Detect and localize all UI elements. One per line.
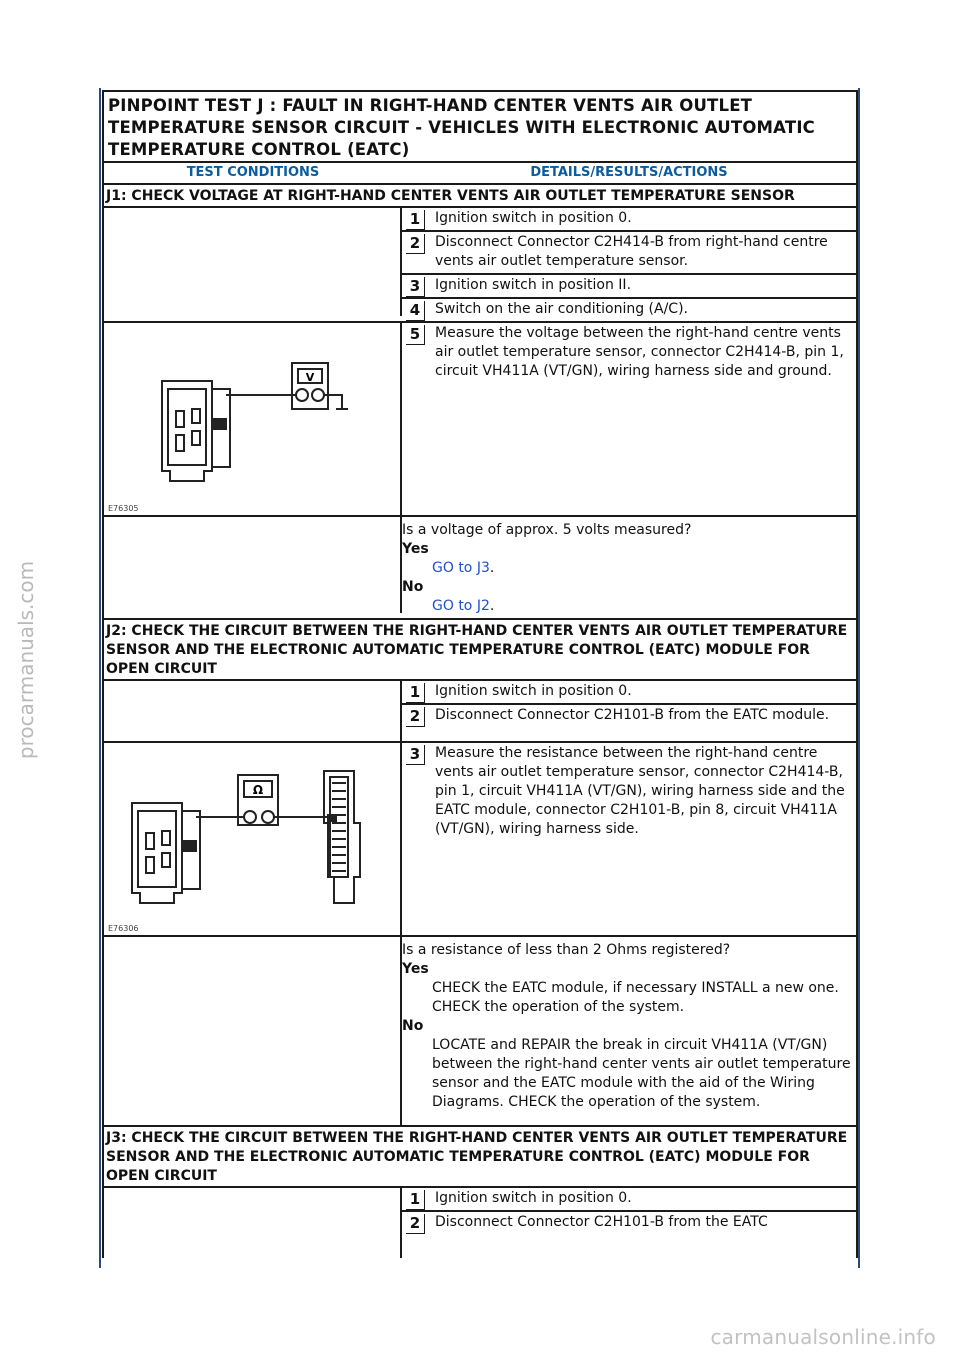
watermark-left: procarmanuals.com <box>14 560 38 760</box>
step <box>402 1188 856 1212</box>
header-details: DETAILS/RESULTS/ACTIONS <box>530 165 728 180</box>
go-to-j3-link[interactable]: GO to J3 <box>432 560 490 576</box>
step <box>402 299 856 321</box>
step-text: Ignition switch in position 0. <box>435 683 632 699</box>
j2-figure-cell <box>104 743 402 935</box>
section-heading-j1: J1: CHECK VOLTAGE AT RIGHT-HAND CENTER VENTS AIR OUTLET TEMPERATURE SENSOR <box>106 188 795 204</box>
step-text: Switch on the air conditioning (A/C). <box>435 301 688 317</box>
step <box>402 1212 856 1234</box>
j3-heading-row <box>104 1125 856 1186</box>
section-heading-j2: J2: CHECK THE CIRCUIT BETWEEN THE RIGHT-HAND CENTER VENTS AIR OUTLET TEMPERATURE SENSOR AND THE ELECTRONIC AUTOMATIC TEMPERATURE CONTROL (EATC) MODULE FOR OPEN CIRCUIT <box>106 623 848 677</box>
step-number: 5 <box>406 325 425 345</box>
step-text: Disconnect Connector C2H101-B from the EATC module. <box>435 707 830 723</box>
step-text: Ignition switch in position II. <box>435 277 632 293</box>
j2-empty-result-cell <box>104 937 402 1125</box>
j2-result-row <box>104 935 856 1125</box>
section-heading-j3: J3: CHECK THE CIRCUIT BETWEEN THE RIGHT-HAND CENTER VENTS AIR OUTLET TEMPERATURE SENSOR AND THE ELECTRONIC AUTOMATIC TEMPERATURE CONTROL (EATC) MODULE FOR OPEN CIRCUIT <box>106 1130 848 1184</box>
j1-empty-result-cell <box>104 517 402 613</box>
figure-label: E76305 <box>108 504 139 513</box>
header-test-conditions: TEST CONDITIONS <box>186 165 320 180</box>
question: Is a voltage of approx. 5 volts measured? <box>402 522 692 538</box>
page-title: PINPOINT TEST J : FAULT IN RIGHT-HAND CENTER VENTS AIR OUTLET TEMPERATURE SENSOR CIRCUIT - VEHICLES WITH ELECTRONIC AUTOMATIC TEMPERATURE CONTROL (EATC) <box>108 96 815 159</box>
j1-result-row: Is a voltage of approx. 5 volts measured? Yes GO to J3. No GO to J2. <box>104 515 856 618</box>
step-number: 2 <box>406 234 425 254</box>
meter-symbol: Ω <box>252 783 264 797</box>
j2-steps-row <box>104 679 856 741</box>
j2-heading-row <box>104 618 856 679</box>
j1-measure-row <box>104 321 856 515</box>
no-label: No <box>402 579 424 595</box>
j3-steps-row <box>104 1186 856 1258</box>
j1-steps-row <box>104 206 856 321</box>
step-number: 1 <box>406 210 425 230</box>
step-text: Disconnect Connector C2H414-B from right-hand centre vents air outlet temperature sensor. <box>435 234 828 269</box>
step-number: 1 <box>406 1190 425 1210</box>
step <box>402 681 856 705</box>
step-text: Disconnect Connector C2H101-B from the EATC <box>435 1214 768 1230</box>
margin-line-left <box>99 88 101 1268</box>
step <box>402 275 856 299</box>
j3-empty-cell <box>104 1188 402 1258</box>
j1-figure-cell <box>104 323 402 515</box>
meter-symbol: V <box>305 371 315 384</box>
step <box>402 208 856 232</box>
j1-empty-cell <box>104 208 402 316</box>
step-number: 3 <box>406 745 425 765</box>
step <box>402 743 856 841</box>
j2-measure-row <box>104 741 856 935</box>
no-action: LOCATE and REPAIR the break in circuit VH411A (VT/GN) between the right-hand center vents air outlet temperature sensor and the EATC module with the aid of the Wiring Diagrams. CHECK the operation of the system. <box>432 1037 851 1110</box>
step-number: 4 <box>406 301 425 321</box>
voltmeter-diagram <box>104 323 400 515</box>
step-text: Ignition switch in position 0. <box>435 210 632 226</box>
step-number: 2 <box>406 707 425 727</box>
yes-label: Yes <box>402 541 429 557</box>
step-number: 2 <box>406 1214 425 1234</box>
yes-action: CHECK the EATC module, if necessary INSTALL a new one. CHECK the operation of the system. <box>432 980 839 1015</box>
yes-label: Yes <box>402 961 429 977</box>
question: Is a resistance of less than 2 Ohms registered? <box>402 942 731 958</box>
watermark-bottom: carmanualsonline.info <box>710 1325 936 1349</box>
step-text: Ignition switch in position 0. <box>435 1190 632 1206</box>
ohmmeter-diagram <box>104 743 400 935</box>
step <box>402 323 856 383</box>
step <box>402 705 856 727</box>
step <box>402 232 856 275</box>
figure-label: E76306 <box>108 924 139 933</box>
margin-line-right <box>858 88 860 1268</box>
step-text: Measure the resistance between the right-hand centre vents air outlet temperature sensor, connector C2H414-B, pin 1, circuit VH411A (VT/GN), wiring harness side and the EATC module, connector C2H101-B, pin 8, circuit VH411A (VT/GN), wiring harness side. <box>435 745 845 837</box>
go-to-j2-link[interactable]: GO to J2 <box>432 598 490 614</box>
table-header <box>104 161 856 185</box>
step-number: 1 <box>406 683 425 703</box>
pinpoint-test-table <box>102 90 858 1258</box>
step-number: 3 <box>406 277 425 297</box>
step-text: Measure the voltage between the right-hand centre vents air outlet temperature sensor, connector C2H414-B, pin 1, circuit VH411A (VT/GN), wiring harness side and ground. <box>435 325 844 379</box>
no-label: No <box>402 1018 424 1034</box>
j2-empty-cell <box>104 681 402 741</box>
